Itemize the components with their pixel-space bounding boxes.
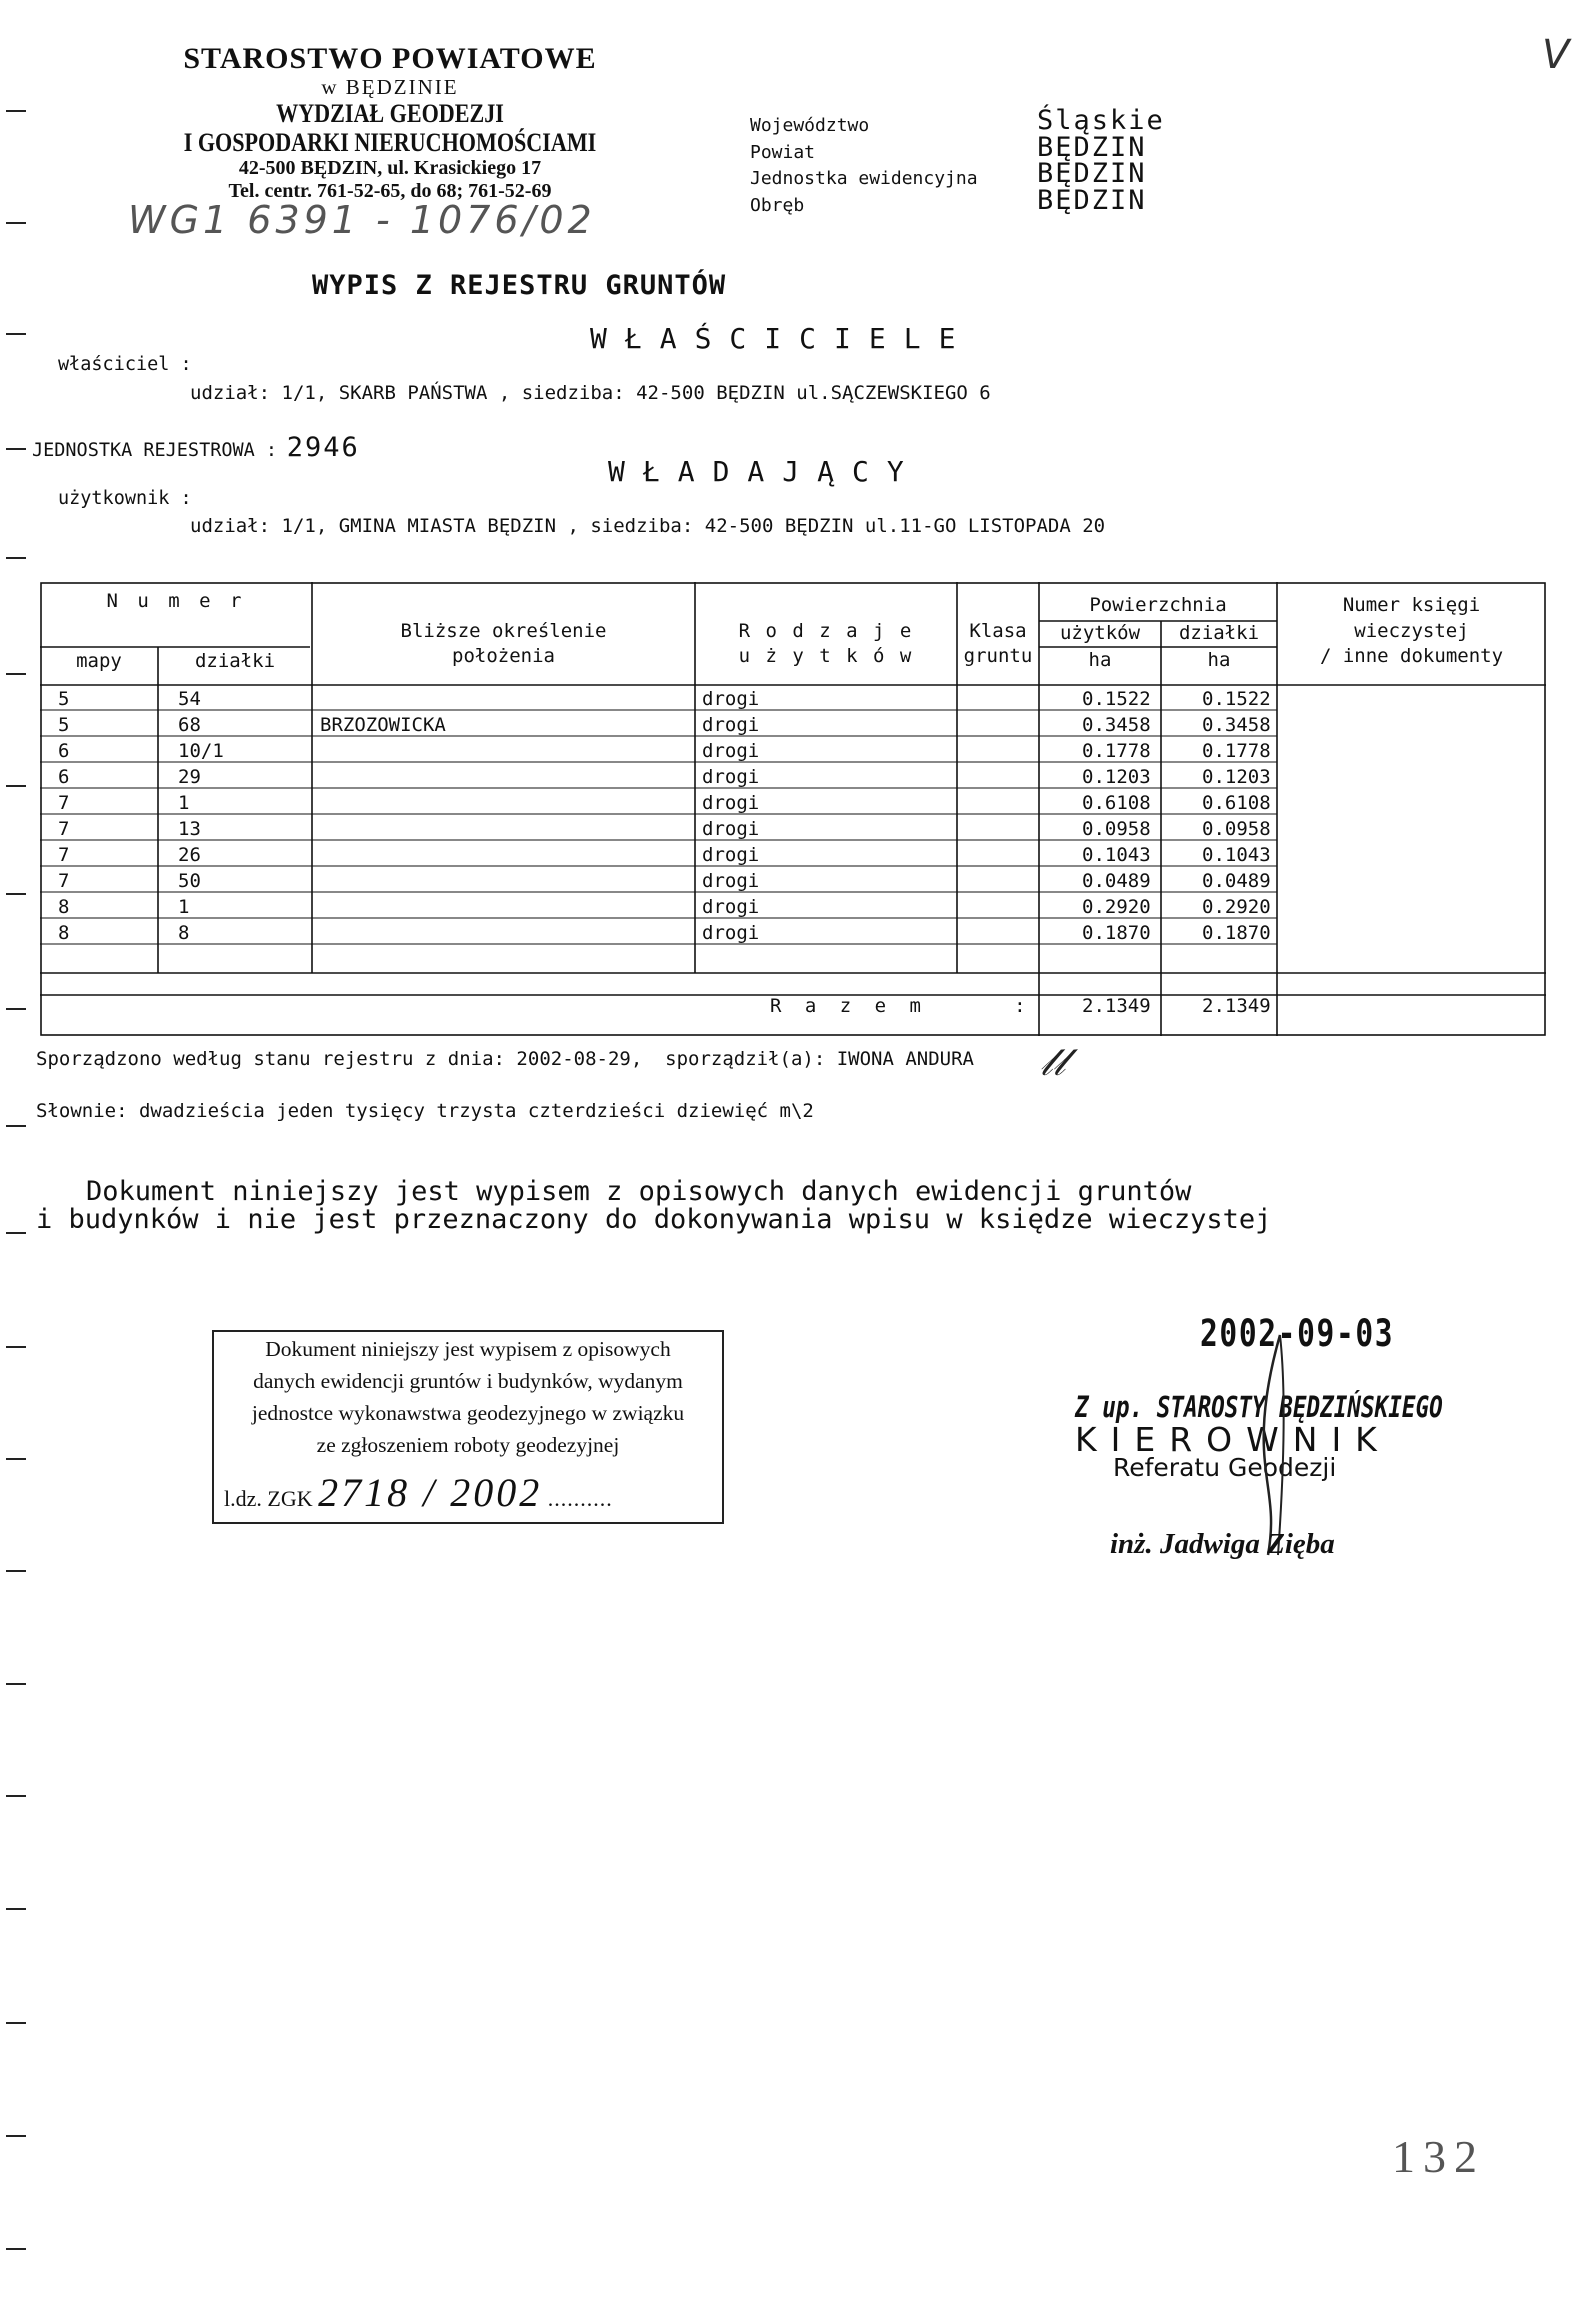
margin-mark xyxy=(6,448,26,450)
stamp-line-1: Dokument niniejszy jest wypisem z opisowych xyxy=(265,1337,671,1361)
margin-mark xyxy=(6,222,26,224)
header-polozenie-1: Bliższe określenie xyxy=(400,620,607,642)
margin-mark xyxy=(6,1795,26,1797)
cell-dzialki: 29 xyxy=(178,766,201,788)
cell-dzialki: 10/1 xyxy=(178,740,224,762)
region-label-precinct: Obręb xyxy=(750,194,805,216)
header-rodzaje-2: u ż y t k ó w xyxy=(738,645,914,667)
document-title: WYPIS Z REJESTRU GRUNTÓW xyxy=(312,270,727,301)
cell-dzialki-ha: 0.1203 xyxy=(1202,766,1271,788)
margin-mark xyxy=(6,2135,26,2137)
header-ha-dzialki: ha xyxy=(1207,649,1231,671)
cell-uzytkow: 0.1203 xyxy=(1082,766,1151,788)
header-dzialki-area: działki xyxy=(1178,622,1260,644)
owner-entry: udział: 1/1, SKARB PAŃSTWA , siedziba: 42-500 BĘDZIN ul.SĄCZEWSKIEGO 6 xyxy=(190,382,991,404)
header-uzytkow: użytków xyxy=(1059,622,1141,644)
signature-stamp-line-1: Z up. STAROSTY BĘDZIŃSKIEGO xyxy=(1075,1390,1443,1424)
cell-rodzaj: drogi xyxy=(702,688,760,710)
header-mapy: mapy xyxy=(76,650,122,672)
office-department: WYDZIAŁ GEODEZJI xyxy=(276,99,504,129)
cell-uzytkow: 0.6108 xyxy=(1082,792,1151,814)
margin-mark xyxy=(6,2248,26,2250)
signature-stamp-line-2: KIEROWNIK xyxy=(1075,1420,1391,1459)
office-city: w BĘDZINIE xyxy=(321,74,459,99)
region-value-unit: BĘDZIN xyxy=(1037,158,1147,189)
cell-dzialki: 68 xyxy=(178,714,201,736)
cell-dzialki-ha: 0.0958 xyxy=(1202,818,1271,840)
header-numer: N u m e r xyxy=(106,590,246,612)
stamp-ldz: l.dz. ZGK 2718 / 2002 .......... xyxy=(224,1470,613,1515)
header-ksiega-3: / inne dokumenty xyxy=(1319,645,1504,667)
cell-dzialki-ha: 0.1778 xyxy=(1202,740,1271,762)
cell-uzytkow: 0.1522 xyxy=(1082,688,1151,710)
amount-in-words: Słownie: dwadzieścia jeden tysięcy trzysta czterdzieści dziewięć m\2 xyxy=(36,1100,814,1122)
region-label-voivodeship: Województwo xyxy=(750,115,870,136)
office-department-2: I GOSPODARKI NIERUCHOMOŚCIAMI xyxy=(183,128,597,158)
margin-mark xyxy=(6,1458,26,1460)
margin-mark xyxy=(6,785,26,787)
cell-dzialki: 54 xyxy=(178,688,201,710)
signatory-name: inż. Jadwiga Zięba xyxy=(1110,1528,1335,1560)
margin-mark xyxy=(6,1908,26,1910)
margin-mark xyxy=(6,673,26,675)
cell-uzytkow: 0.0489 xyxy=(1082,870,1151,892)
preparer-signature-mark: 𝓁𝓁 xyxy=(1040,1040,1066,1084)
cell-uzytkow: 0.1778 xyxy=(1082,740,1151,762)
cell-dzialki-ha: 0.0489 xyxy=(1202,870,1271,892)
header-klasa-1: Klasa xyxy=(969,620,1027,642)
geodetic-stamp xyxy=(212,1330,724,1524)
handwritten-reference: WG1 6391 - 1076/02 xyxy=(128,198,596,242)
cell-dzialki-ha: 0.1870 xyxy=(1202,922,1271,944)
header-ksiega-2: wieczystej xyxy=(1354,620,1469,642)
cell-rodzaj: drogi xyxy=(702,870,760,892)
parcels-table xyxy=(40,582,1546,1036)
margin-mark xyxy=(6,1125,26,1127)
cell-dzialki: 8 xyxy=(178,922,190,944)
holders-section-title: WŁADAJĄCY xyxy=(608,455,922,488)
cell-uzytkow: 0.3458 xyxy=(1082,714,1151,736)
cell-dzialki: 13 xyxy=(178,818,201,840)
region-labels xyxy=(750,113,978,219)
signature-scribble xyxy=(1240,1330,1310,1560)
cell-mapy: 7 xyxy=(58,844,70,866)
total-uzytkow: 2.1349 xyxy=(1082,995,1151,1017)
header-powierzchnia: Powierzchnia xyxy=(1089,594,1227,616)
region-value-voivodeship: Śląskie xyxy=(1037,105,1165,136)
cell-rodzaj: drogi xyxy=(702,844,760,866)
cell-dzialki: 1 xyxy=(178,792,190,814)
stamp-line-2: danych ewidencji gruntów i budynków, wydanym xyxy=(253,1369,683,1393)
cell-mapy: 5 xyxy=(58,714,70,736)
holder-role-label: użytkownik : xyxy=(58,488,192,509)
header-polozenie-2: położenia xyxy=(452,645,555,667)
header-dzialki: działki xyxy=(194,650,276,672)
cell-rodzaj: drogi xyxy=(702,766,760,788)
cell-dzialki-ha: 0.3458 xyxy=(1202,714,1271,736)
cell-dzialki: 26 xyxy=(178,844,201,866)
region-label-unit: Jednostka ewidencyjna xyxy=(750,168,978,189)
margin-mark xyxy=(6,1570,26,1572)
stamp-line-4: ze zgłoszeniem roboty geodezyjnej xyxy=(316,1433,620,1457)
owner-role-label: właściciel : xyxy=(58,354,192,375)
cell-uzytkow: 0.0958 xyxy=(1082,818,1151,840)
margin-mark xyxy=(6,1232,26,1234)
header-rodzaje-1: R o d z a j e xyxy=(738,620,914,642)
cell-rodzaj: drogi xyxy=(702,922,760,944)
header-ksiega-1: Numer księgi xyxy=(1342,594,1481,616)
cell-mapy: 7 xyxy=(58,818,70,840)
cell-rodzaj: drogi xyxy=(702,818,760,840)
stamp-ldz-number: 2718 / 2002 xyxy=(318,1470,543,1515)
office-phone: Tel. centr. 761-52-65, do 68; 761-52-69 xyxy=(228,179,552,202)
cell-mapy: 6 xyxy=(58,766,70,788)
margin-mark xyxy=(6,1008,26,1010)
margin-mark xyxy=(6,110,26,112)
signature-stamp-line-3: Referatu Geodezji xyxy=(1113,1453,1337,1482)
cell-mapy: 7 xyxy=(58,792,70,814)
total-label: R a z e m : xyxy=(770,995,1032,1017)
margin-mark xyxy=(6,893,26,895)
margin-mark xyxy=(6,333,26,335)
corner-check-mark: V xyxy=(1542,32,1570,78)
cell-dzialki: 1 xyxy=(178,896,190,918)
cell-rodzaj: drogi xyxy=(702,740,760,762)
region-values xyxy=(1037,105,1165,216)
cell-uzytkow: 0.1043 xyxy=(1082,844,1151,866)
cell-uzytkow: 0.2920 xyxy=(1082,896,1151,918)
cell-rodzaj: drogi xyxy=(702,896,760,918)
registry-unit-label: JEDNOSTKA REJESTROWA : xyxy=(32,440,278,461)
office-stamp xyxy=(130,42,650,202)
region-label-county: Powiat xyxy=(750,141,816,163)
stamp-ldz-label: l.dz. ZGK xyxy=(224,1486,313,1511)
page-number: 132 xyxy=(1392,2131,1485,2182)
cell-dzialki: 50 xyxy=(178,870,201,892)
header-klasa-2: gruntu xyxy=(963,645,1033,667)
registry-unit xyxy=(32,432,360,463)
cell-mapy: 6 xyxy=(58,740,70,762)
cell-dzialki-ha: 0.1522 xyxy=(1202,688,1271,710)
margin-mark xyxy=(6,2022,26,2024)
total-dzialki: 2.1349 xyxy=(1202,995,1271,1017)
region-value-county: BĘDZIN xyxy=(1037,131,1147,163)
cell-rodzaj: drogi xyxy=(702,714,760,736)
notice-line-2: i budynków i nie jest przeznaczony do dokonywania wpisu w księdze wieczystej xyxy=(36,1204,1272,1235)
cell-rodzaj: drogi xyxy=(702,792,760,814)
office-address: 42-500 BĘDZIN, ul. Krasickiego 17 xyxy=(238,157,542,180)
prepared-line: Sporządzono według stanu rejestru z dnia: 2002-08-29, sporządził(a): IWONA ANDURA xyxy=(36,1048,974,1070)
registry-unit-value: 2946 xyxy=(286,432,360,463)
office-name: STAROSTWO POWIATOWE xyxy=(183,42,597,75)
margin-mark xyxy=(6,557,26,559)
owners-section-title: WŁAŚCICIELE xyxy=(590,322,974,355)
cell-dzialki-ha: 0.2920 xyxy=(1202,896,1271,918)
region-value-precinct: BĘDZIN xyxy=(1037,184,1147,216)
margin-mark xyxy=(6,1346,26,1348)
cell-dzialki-ha: 0.1043 xyxy=(1202,844,1271,866)
header-ha-uzytkow: ha xyxy=(1088,649,1112,671)
cell-polozenie: BRZOZOWICKA xyxy=(320,714,446,736)
holder-entry: udział: 1/1, GMINA MIASTA BĘDZIN , siedziba: 42-500 BĘDZIN ul.11-GO LISTOPADA 20 xyxy=(190,515,1106,537)
cell-mapy: 8 xyxy=(58,896,70,918)
cell-mapy: 8 xyxy=(58,922,70,944)
signature-stamp xyxy=(1075,1390,1546,1482)
cell-uzytkow: 0.1870 xyxy=(1082,922,1151,944)
cell-dzialki-ha: 0.6108 xyxy=(1202,792,1271,814)
signature-date: 2002-09-03 xyxy=(1200,1312,1395,1355)
margin-mark xyxy=(6,1683,26,1685)
cell-mapy: 7 xyxy=(58,870,70,892)
notice-line-1: Dokument niniejszy jest wypisem z opisowych danych ewidencji gruntów xyxy=(86,1176,1192,1207)
stamp-line-3: jednostce wykonawstwa geodezyjnego w związku xyxy=(251,1401,685,1425)
cell-mapy: 5 xyxy=(58,688,70,710)
